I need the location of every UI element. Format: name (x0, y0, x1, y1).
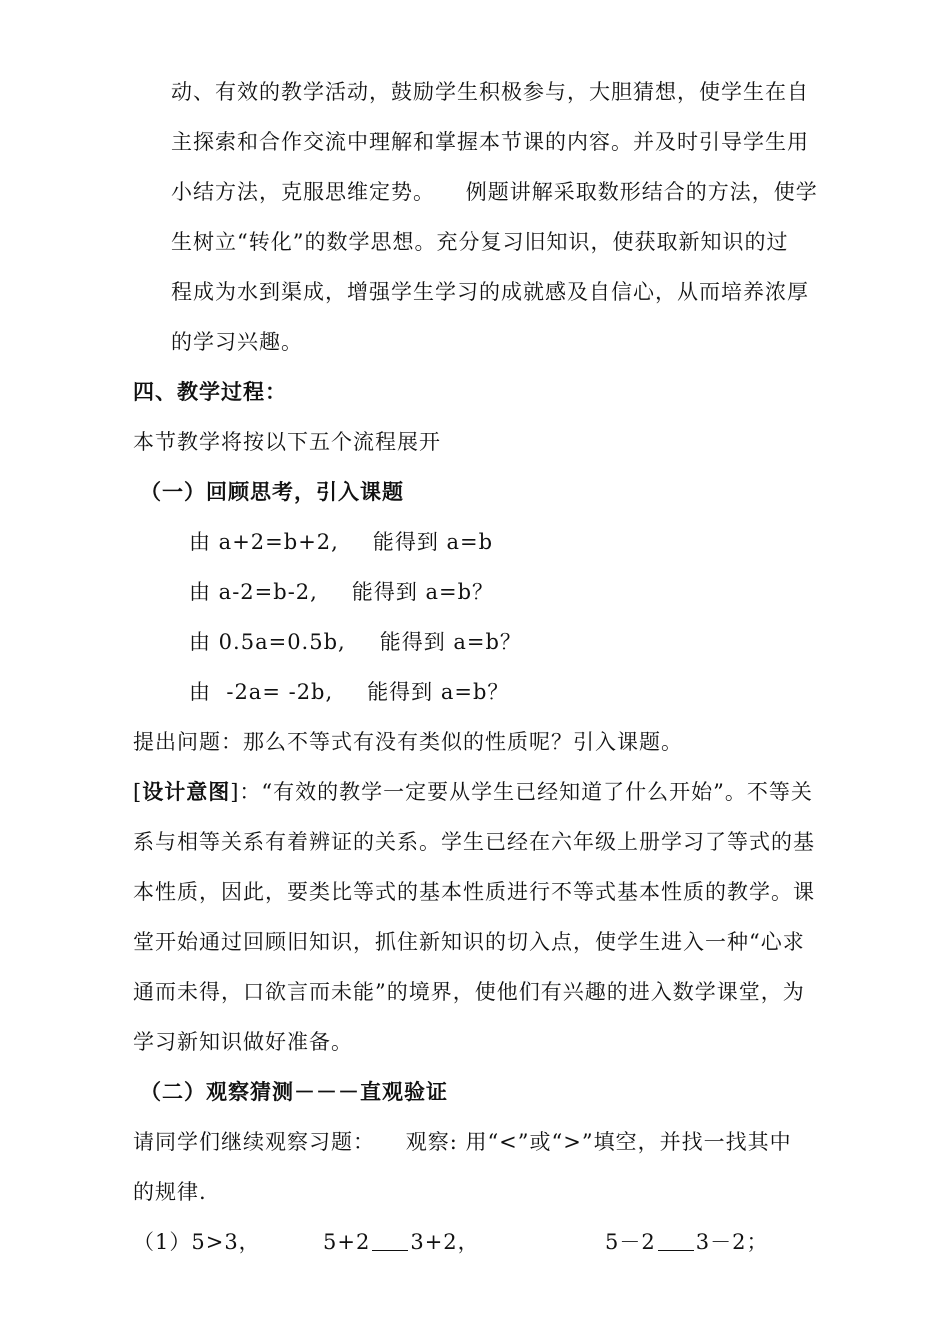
design-intent-line-3: 本性质，因此，要类比等式的基本性质进行不等式基本性质的教学。课 (133, 880, 815, 904)
part1-item-4-conclusion: 能得到 a=b？ (367, 680, 510, 704)
design-intent-line-2: 系与相等关系有着辨证的关系。学生已经在六年级上册学习了等式的基 (133, 830, 815, 854)
section4-intro: 本节教学将按以下五个流程展开 (133, 430, 441, 454)
part1-heading: （一）回顾思考，引入课题 (140, 479, 404, 504)
part1-item-1-premise: 由 a+2=b+2, (189, 530, 339, 554)
part1-question: 提出问题：那么不等式有没有类似的性质呢？引入课题。 (133, 730, 683, 754)
part1-item-2-conclusion: 能得到 a=b？ (351, 580, 495, 604)
exercise-1-expr-1-right: 3+2， (410, 1230, 480, 1254)
exercise-1-expr-2-right: 3－2； (695, 1230, 769, 1254)
design-intent-line-5: 通而未得，口欲言而未能”的境界，使他们有兴趣的进入数学课堂，为 (133, 980, 805, 1004)
part1-item-3-conclusion: 能得到 a=b？ (379, 630, 522, 654)
part1-item-2-premise: 由 a-2=b-2, (189, 580, 318, 604)
part2-heading: （二）观察猜测－－－直观验证 (140, 1079, 448, 1104)
exercise-1-expr-2-left: 5－2 (605, 1230, 656, 1254)
exercise-1-expr-2 (605, 1227, 768, 1257)
exercise-1-label: （1）5>3， (133, 1230, 261, 1254)
part1-item-3-premise: 由 0.5a=0.5b, (189, 630, 346, 654)
design-intent-line-1: [设计意图]：“有效的教学一定要从学生已经知道了什么开始”。不等关 (133, 779, 813, 804)
intro-line-4: 生树立“转化”的数学思想。充分复习旧知识，使获取新知识的过 (171, 230, 789, 254)
section4-heading: 四、教学过程： (133, 379, 287, 404)
part2-line-1: 请同学们继续观察习题： 观察: 用“<”或“>”填空，并找一找其中 (133, 1130, 792, 1154)
answer-blank-1[interactable] (372, 1228, 408, 1251)
part1-item-4-premise: 由 -2a= -2b, (189, 680, 334, 704)
part1-item-2 (189, 577, 494, 607)
intro-line-6: 的学习兴趣。 (171, 330, 303, 354)
design-intent-line-6: 学习新知识做好准备。 (133, 1030, 353, 1054)
answer-blank-2[interactable] (658, 1228, 694, 1251)
intro-line-2: 主探索和合作交流中理解和掌握本节课的内容。并及时引导学生用 (171, 130, 809, 154)
exercise-1-expr-1-left: 5+2 (323, 1230, 371, 1254)
part1-item-1-conclusion: 能得到 a=b (372, 530, 494, 554)
part1-item-3 (189, 627, 522, 657)
intro-line-3: 小结方法，克服思维定势。 例题讲解采取数形结合的方法，使学 (171, 180, 818, 204)
intro-line-5: 程成为水到渠成，增强学生学习的成就感及自信心，从而培养浓厚 (171, 280, 809, 304)
design-intent-label: 设计意图 (142, 779, 231, 804)
intro-line-1: 动、有效的教学活动，鼓励学生积极参与，大胆猜想，使学生在自 (171, 80, 809, 104)
exercise-1-expr-1 (323, 1227, 480, 1257)
part1-item-4 (189, 677, 509, 707)
part1-item-1 (189, 527, 493, 557)
design-intent-text-1: ：“有效的教学一定要从学生已经知道了什么开始”。不等关 (239, 780, 813, 804)
design-intent-line-4: 堂开始通过回顾旧知识，抓住新知识的切入点，使学生进入一种“心求 (133, 930, 805, 954)
part2-line-2: 的规律. (133, 1180, 207, 1204)
